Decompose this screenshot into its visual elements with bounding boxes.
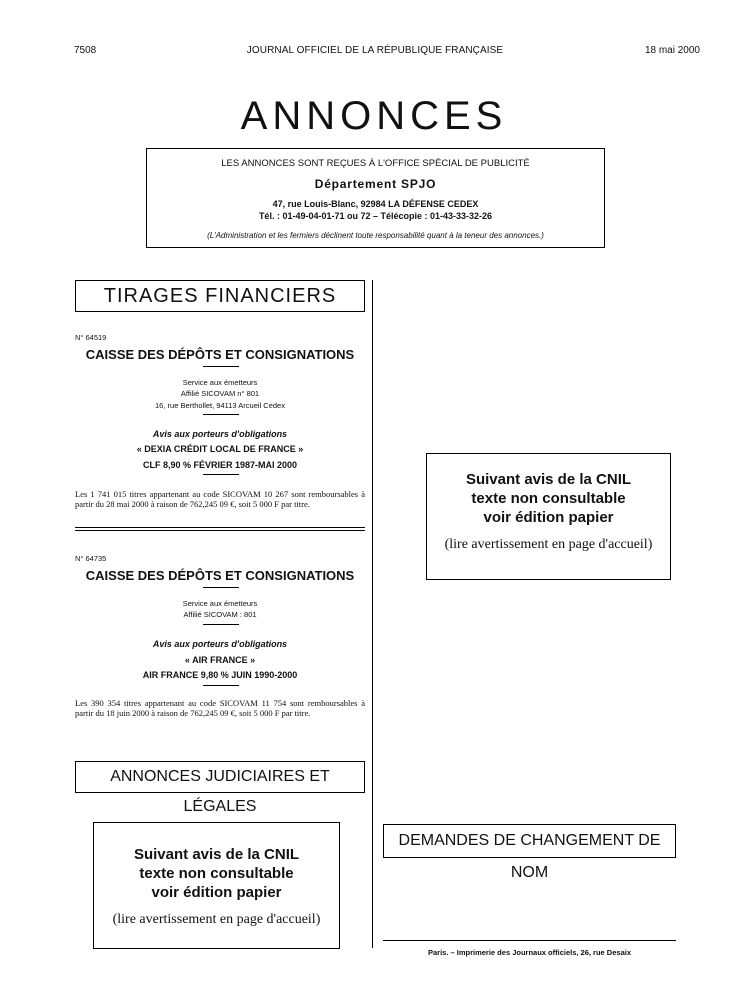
cnil-note: (lire avertissement en page d'accueil) [112,912,321,927]
cnil-line2: texte non consultable [471,490,626,507]
cnil-note: (lire avertissement en page d'accueil) [444,537,653,552]
notice-affiliation: Affilié SICOVAM n° 801 [180,389,260,398]
section-header-tirages: TIRAGES FINANCIERS [75,280,365,312]
page-number: 7508 [74,45,97,56]
notice-address: 16, rue Berthollet, 94113 Arcueil Cedex [155,401,285,410]
footer-rule [383,940,676,941]
notice-number: N° 64735 [75,554,107,563]
notice-loan: AIR FRANCE 9,80 % JUIN 1990-2000 [142,670,298,680]
notice-loan: CLF 8,90 % FÉVRIER 1987-MAI 2000 [142,460,298,470]
section-header-changement-nom: DEMANDES DE CHANGEMENT DE NOM [383,824,676,858]
notice-body: Les 1 741 015 titres appartenant au code SICOVAM 10 267 sont remboursables à partir du 28 mai 2000 à raison de 762,245 09 €, soit 5 000 F par titre. [75,489,365,509]
cnil-line1: Suivant avis de la CNIL [133,846,300,863]
separator-rule [203,587,239,588]
notice-service: Service aux émetteurs [182,378,258,387]
separator-rule [203,414,239,415]
publicity-office-box [146,148,605,248]
cnil-notice-box [426,453,671,580]
notice-affiliation: Affilié SICOVAM : 801 [183,610,257,619]
office-address: 47, rue Louis-Blanc, 92984 LA DÉFENSE CEDEX [272,199,479,209]
notice-separator [75,527,365,528]
cnil-line3: voir édition papier [151,884,282,901]
office-intro: LES ANNONCES SONT REÇUES À L'OFFICE SPÉCIAL DE PUBLICITÉ [221,158,530,169]
column-divider [372,280,373,948]
separator-rule [203,474,239,475]
office-department: Département SPJO [314,177,437,191]
issue-date: 18 mai 2000 [644,45,700,56]
notice-avis: Avis aux porteurs d'obligations [152,639,288,649]
notice-separator [75,530,365,531]
notice-organisation: CAISSE DES DÉPÔTS ET CONSIGNATIONS [85,347,355,362]
notice-number: N° 64519 [75,333,107,342]
separator-rule [203,366,239,367]
notice-avis: Avis aux porteurs d'obligations [152,429,288,439]
separator-rule [203,624,239,625]
notice-issuer: « AIR FRANCE » [184,655,256,665]
notice-service: Service aux émetteurs [182,599,258,608]
office-disclaimer: (L'Administration et les fermiers déclinent toute responsabilité quant à la teneur des annonces.) [207,231,544,240]
page-title: ANNONCES [240,94,508,138]
printer-footer: Paris. – Imprimerie des Journaux officiels, 26, rue Desaix [427,948,631,957]
notice-organisation: CAISSE DES DÉPÔTS ET CONSIGNATIONS [85,568,355,583]
cnil-line3: voir édition papier [483,509,614,526]
separator-rule [203,685,239,686]
cnil-notice-box [93,822,340,949]
notice-body: Les 390 354 titres appartenant au code SICOVAM 11 754 sont remboursables à partir du 18 juin 2000 à raison de 762,245 09 €, soit 5 000 F par titre. [75,698,365,718]
cnil-line2: texte non consultable [139,865,294,882]
cnil-line1: Suivant avis de la CNIL [465,471,632,488]
office-phones: Tél. : 01-49-04-01-71 ou 72 – Télécopie : 01-43-33-32-26 [258,211,493,221]
notice-issuer: « DEXIA CRÉDIT LOCAL DE FRANCE » [136,444,304,454]
section-header-judiciaires: ANNONCES JUDICIAIRES ET LÉGALES [75,761,365,793]
journal-title: JOURNAL OFFICIEL DE LA RÉPUBLIQUE FRANÇAISE [246,45,504,56]
